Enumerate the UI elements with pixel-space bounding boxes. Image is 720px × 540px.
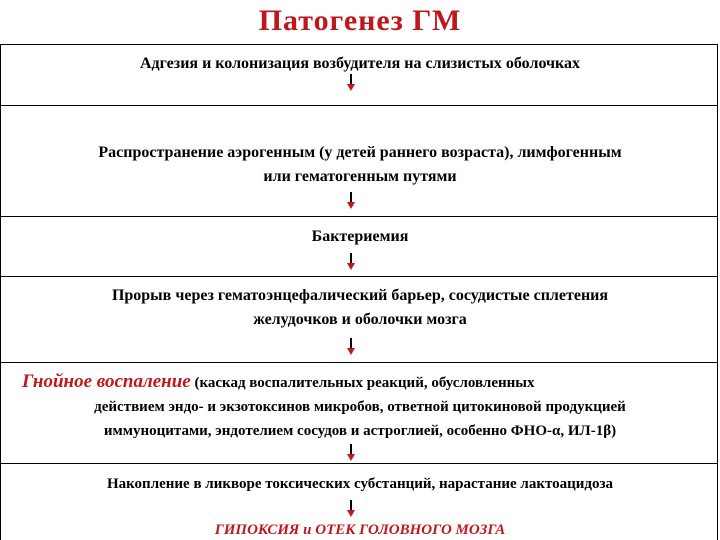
step-spread-line1: Распространение аэрогенным (у детей раннего возраста), лимфогенным xyxy=(98,144,622,161)
step-bbb-line2: желудочков и оболочки мозга xyxy=(253,311,467,328)
step-spread-line2: или гематогенным путями xyxy=(263,168,457,185)
separator xyxy=(0,463,718,464)
separator xyxy=(0,362,718,363)
inflammation-line2: действием эндо- и экзотоксинов микробов, ответной цитокиновой продукцией xyxy=(94,399,626,415)
separator xyxy=(0,216,718,217)
down-arrow-icon xyxy=(346,338,356,356)
step-bbb-breach xyxy=(16,284,704,332)
down-arrow-icon xyxy=(346,74,356,92)
step-adhesion: Адгезия и колонизация возбудителя на слизистых оболочках xyxy=(139,55,581,72)
down-arrow-icon xyxy=(346,500,356,518)
final-outcome: ГИПОКСИЯ и ОТЕК ГОЛОВНОГО МОЗГА xyxy=(214,522,506,538)
inflammation-line3: иммуноцитами, эндотелием сосудов и астроглией, особенно ФНО-α, ИЛ-1β) xyxy=(103,423,617,439)
down-arrow-icon xyxy=(346,192,356,210)
purulent-inflammation-lead: Гнойное воспаление xyxy=(22,371,191,392)
step-toxic-accumulation: Накопление в ликворе токсических субстанций, нарастание лактоацидоза xyxy=(106,476,614,492)
inflammation-line1: (каскад воспалительных реакций, обусловленных xyxy=(194,375,535,391)
step-bbb-line1: Прорыв через гематоэнцефалический барьер, сосудистые сплетения xyxy=(111,287,609,304)
page-title: Патогенез ГМ xyxy=(258,4,462,37)
down-arrow-icon xyxy=(346,444,356,462)
separator xyxy=(0,105,718,106)
step-bacteremia: Бактериемия xyxy=(311,228,409,245)
step-spread xyxy=(16,141,704,189)
step-purulent-inflammation xyxy=(22,370,698,443)
down-arrow-icon xyxy=(346,253,356,271)
separator xyxy=(0,276,718,277)
